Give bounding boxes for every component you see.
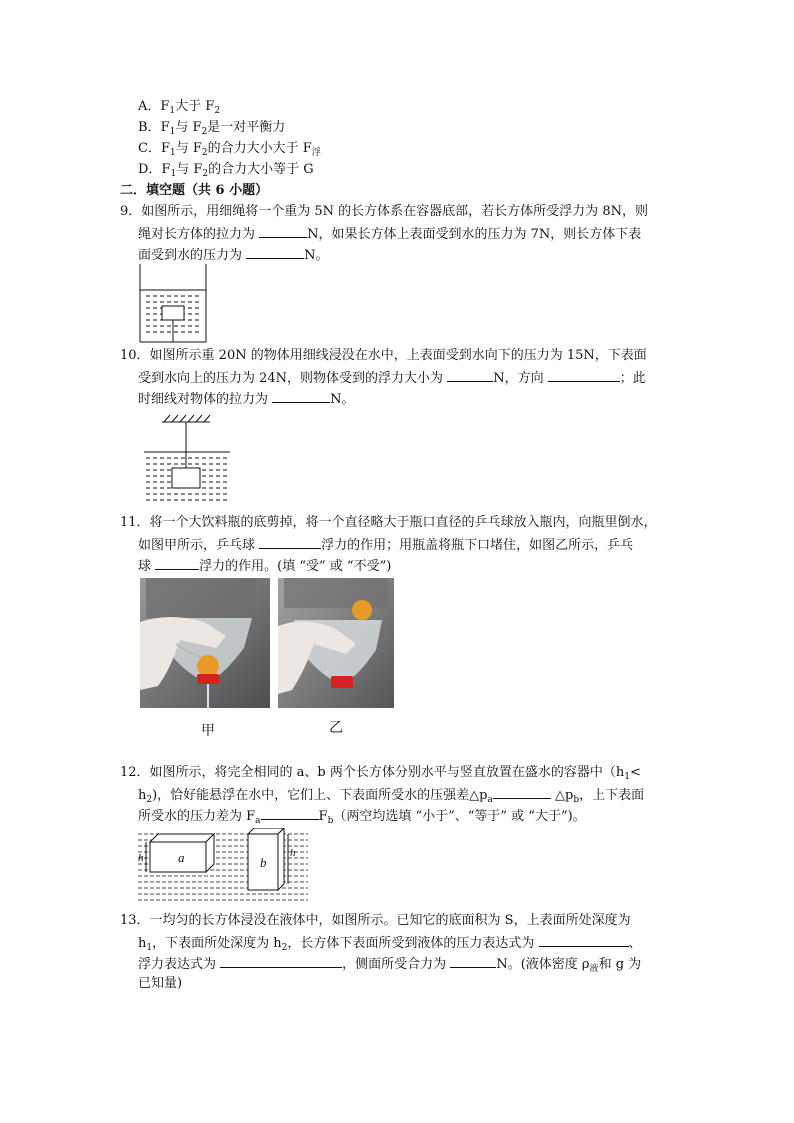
q12-figure: [138, 828, 310, 904]
q11-caption-right: 乙: [329, 720, 343, 736]
section-title: 二．填空题（共 6 小题）: [120, 183, 269, 198]
q9-figure: [138, 262, 208, 344]
option-a: A．$F_1$大于 $F_2$: [138, 99, 221, 116]
option-d: D．$F_1$与 $F_2$的合力大小等于 G: [138, 162, 314, 179]
q12-label-a: a: [178, 850, 185, 865]
q9-line-2: 绳对长方体的拉力为 N，如果长方体上表面受到水的压力为 7N，则长方体下表: [138, 224, 641, 244]
q12-line-3: 所受水的压力差为 $F_a$ $F_b$（两空均选填 “小于”、“等于” 或 “大于”)。: [138, 806, 586, 826]
q12-label-h1: h: [138, 852, 144, 864]
q10-figure: [142, 414, 232, 506]
q13-line-1: 13．一均匀的长方体浸没在液体中，如图所示。已知它的底面积为 S，上表面所处深度为: [120, 913, 631, 928]
option-b: B．$F_1$与 $F_2$是一对平衡力: [138, 120, 286, 137]
q10-blank-1[interactable]: [447, 368, 493, 382]
q12-blank-2[interactable]: [261, 806, 319, 820]
q11-line-3: 球 浮力的作用。(填 “受” 或 “不受”): [138, 556, 391, 576]
q11-photo-right: [278, 578, 394, 708]
q12-line-2: $h_2$)，恰好能悬浮在水中，它们上、下表面所受水的压强差$\triangle p_a$ $\triangle p_b$，上下表面: [138, 785, 644, 805]
q12-blank-1[interactable]: [493, 785, 551, 799]
q13-line-3: 浮力表达式为 ，侧面所受合力为 N。(液体密度 $\rho_液$和 g 为: [138, 954, 641, 974]
q9-blank-1[interactable]: [259, 224, 307, 238]
q10-line-1: 10．如图所示重 20N 的物体用细线浸没在水中，上表面受到水向下的压力为 15N，下表面: [120, 348, 647, 363]
q12-label-h2: h: [290, 847, 296, 859]
q9-line-1: 9．如图所示，用细绳将一个重为 5N 的长方体系在容器底部，若长方体所受浮力为 8N，则: [120, 204, 648, 219]
q13-blank-3[interactable]: [450, 954, 496, 968]
q12-label-b: b: [260, 855, 267, 870]
q11-line-2: 如图甲所示，乒乓球 浮力的作用；用瓶盖将瓶下口堵住，如图乙所示，乒乓: [138, 535, 633, 555]
q10-line-3: 时细线对物体的拉力为 N。: [138, 389, 355, 409]
q13-blank-2[interactable]: [220, 954, 342, 968]
q11-blank-2[interactable]: [155, 556, 199, 570]
q11-caption-left: 甲: [201, 723, 215, 739]
q13-line-2: $h_1$，下表面所处深度为 $h_2$，长方体下表面所受到液体的压力表达式为 、: [138, 933, 642, 953]
q11-line-1: 11．将一个大饮料瓶的底剪掉，将一个直径略大于瓶口直径的乒乓球放入瓶内，向瓶里倒水，: [120, 515, 657, 530]
q13-line-4: 已知量): [138, 976, 183, 991]
option-c: C．$F_1$与 $F_2$的合力大小大于 $F_浮$: [138, 141, 321, 158]
q12-line-1: 12．如图所示，将完全相同的 a、b 两个长方体分别水平与竖直放置在盛水的容器中（$h_1<$: [120, 765, 641, 782]
q11-photo-left: [140, 578, 270, 708]
q10-line-2: 受到水向上的压力为 24N，则物体受到的浮力大小为 N，方向 ；此: [138, 368, 646, 388]
q10-blank-2[interactable]: [548, 368, 620, 382]
q10-blank-3[interactable]: [272, 389, 330, 403]
q9-blank-2[interactable]: [246, 245, 304, 259]
q13-blank-1[interactable]: [539, 933, 629, 947]
q9-line-3: 面受到水的压力为 N。: [138, 245, 329, 265]
q11-blank-1[interactable]: [259, 535, 321, 549]
